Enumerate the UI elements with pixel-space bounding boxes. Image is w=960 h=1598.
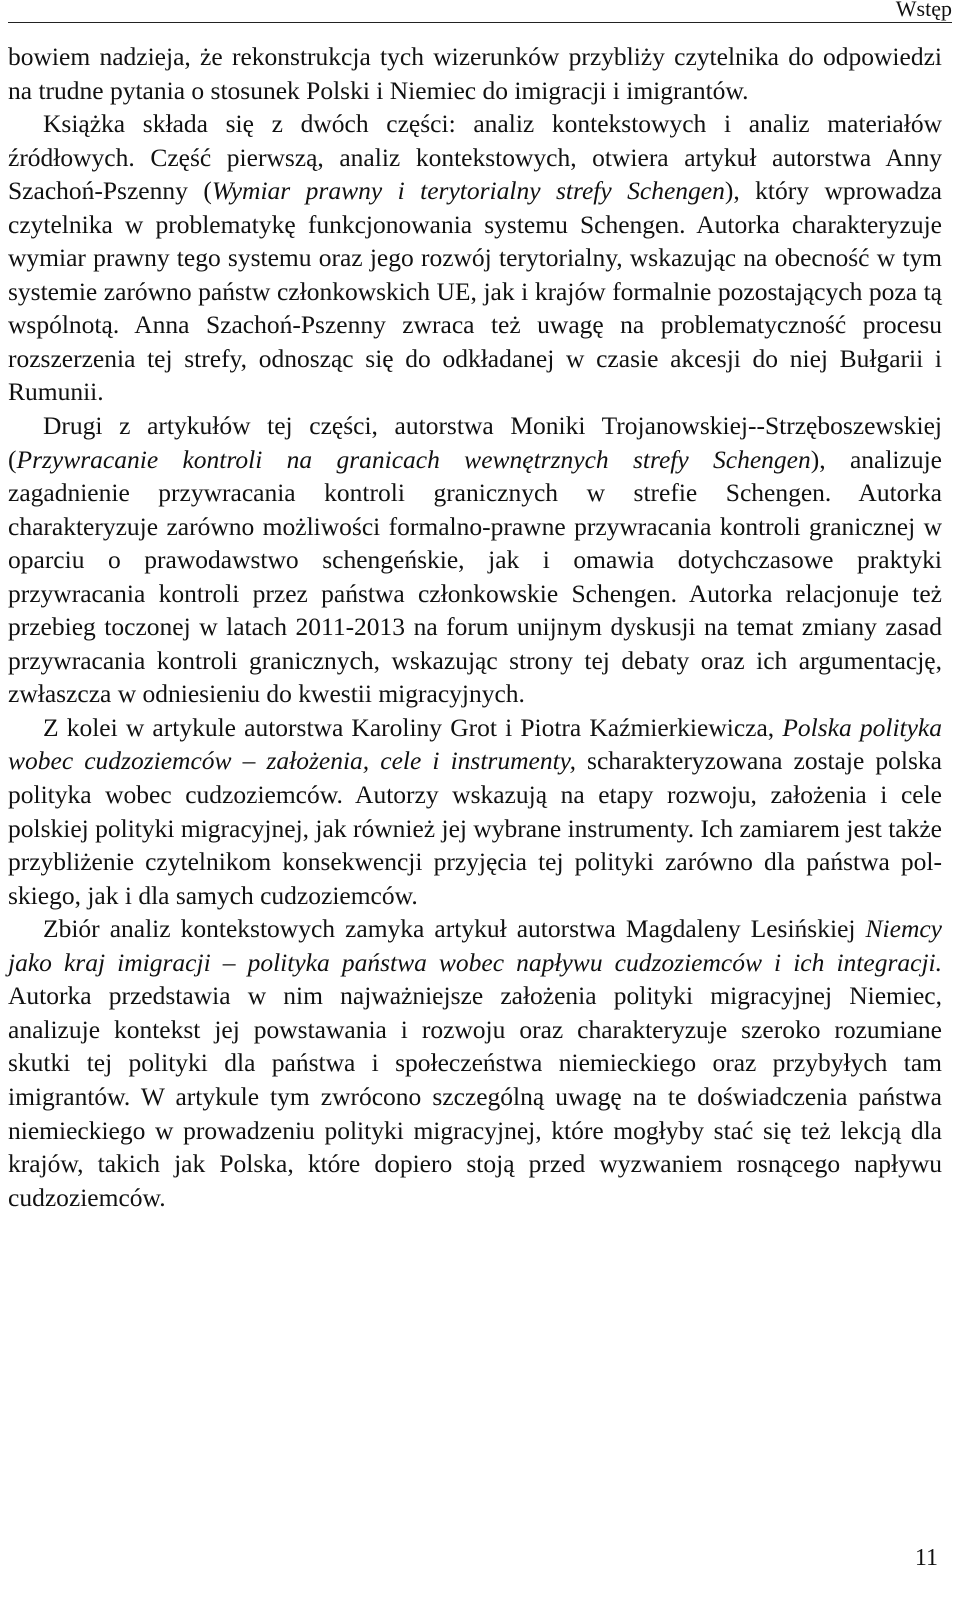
paragraph [8, 711, 942, 912]
section-title: Wstęp [895, 0, 952, 21]
body-text [8, 40, 942, 1214]
paragraph-text: scharakteryzowana zostaje polska polityka wobec cudzoziemców. Autorzy wskazują na etapy rozwoju, założenia i cele polskiej polityki migracyjnej, jak również jej wybrane instrumenty. Ich zamiarem jest także przybliżenie czytelnikom konsekwencji przyjęcia tej polityki zarówno dla państwa polskiego, jak i dla samych cudzoziemców. [8, 746, 942, 910]
running-header [8, 0, 952, 23]
page-number: 11 [914, 1545, 938, 1571]
paragraph [8, 912, 942, 1214]
italic-title-text: Przywracanie kontroli na granicach wewnętrznych strefy Schengen [16, 444, 811, 474]
italic-title-text: Polska polityka wobec cudzoziemców – założenia, cele i instrumenty, [8, 712, 943, 776]
italic-title-text: Niemcy jako kraj imigracji – polityka państwa wobec napływu cudzoziemców i ich integracji. [8, 914, 942, 977]
paragraph [8, 40, 942, 107]
paragraph-text: bowiem nadzieja, że rekonstrukcja tych wizerunków przybliży czytelnika do odpowiedzi na trudne pytania o stosunek Polski i Niemiec do imigracji i imigrantów. [8, 42, 942, 105]
paragraph-text: ), analizuje zagadnienie przywracania kontroli granicznych w strefie Schengen. Autorka charakteryzuje zarówno możliwości formalno-prawne przywracania kontroli granicznej w oparciu o prawodawstwo schengeńskie, jak i omawia dotychczasowe praktyki przywracania kontroli przez państwa członkowskie Schengen. Autorka relacjonuje też przebieg toczonej w latach 2011-2013 na forum unijnym dyskusji na temat zmiany zasad przywracania kontroli granicznych, wskazując strony tej debaty oraz ich argumentację, zwłaszcza w odniesieniu do kwestii migracyjnych. [8, 444, 942, 709]
paragraph-text: Zbiór analiz kontekstowych zamyka artykuł autorstwa Magdaleny Lesińskiej [43, 914, 866, 944]
paragraph [8, 409, 942, 711]
paragraph-text: ), który wprowadza czytelnika w problematykę funkcjonowania systemu Schengen. Autorka charakteryzuje wymiar prawny tego systemu oraz jego rozwój terytorialny, wskazując na obecność w tym systemie zarówno państw członkowskich UE, jak i krajów formalnie pozostających poza tą wspólnotą. Anna Szachoń-Pszenny zwraca też uwagę na problematyczność procesu rozszerzenia tej strefy, odnosząc się do odkładanej w czasie akcesji do niej Bułgarii i Rumunii. [8, 176, 942, 407]
paragraph-text: Książka składa się z dwóch części: analiz kontekstowych i analiz materiałów źródłowych. Część pierwszą, analiz kontekstowych, otwiera artykuł autorstwa Anny Szachoń-Pszenny ( [8, 109, 942, 206]
paragraph-text: Autorka przedstawia w nim najważniejsze założenia polityki migracyjnej Niemiec, analizuje kontekst jej powstawania i rozwoju oraz charakteryzuje szeroko rozumiane skutki tej polityki dla państwa i społeczeństwa niemieckiego oraz przybyłych tam imigrantów. W artykule tym zwrócono szczególną uwagę na te doświadczenia państwa niemieckiego w prowadzeniu polityki migracyjnej, które mogłyby stać się też lekcją dla krajów, takich jak Polska, które dopiero stoją przed wyzwaniem rosnącego napływu cudzoziemców. [8, 981, 942, 1212]
paragraph-text: Z kolei w artykule autorstwa Karoliny Grot i Piotra Kaźmierkiewicza, [43, 712, 783, 742]
italic-title-text: Wymiar prawny i terytorialny strefy Schengen [211, 176, 725, 206]
paragraph [8, 107, 942, 409]
paragraph-text: Drugi z artykułów tej części, autorstwa Moniki Trojanowskiej--Strzęboszewskiej ( [8, 411, 942, 474]
